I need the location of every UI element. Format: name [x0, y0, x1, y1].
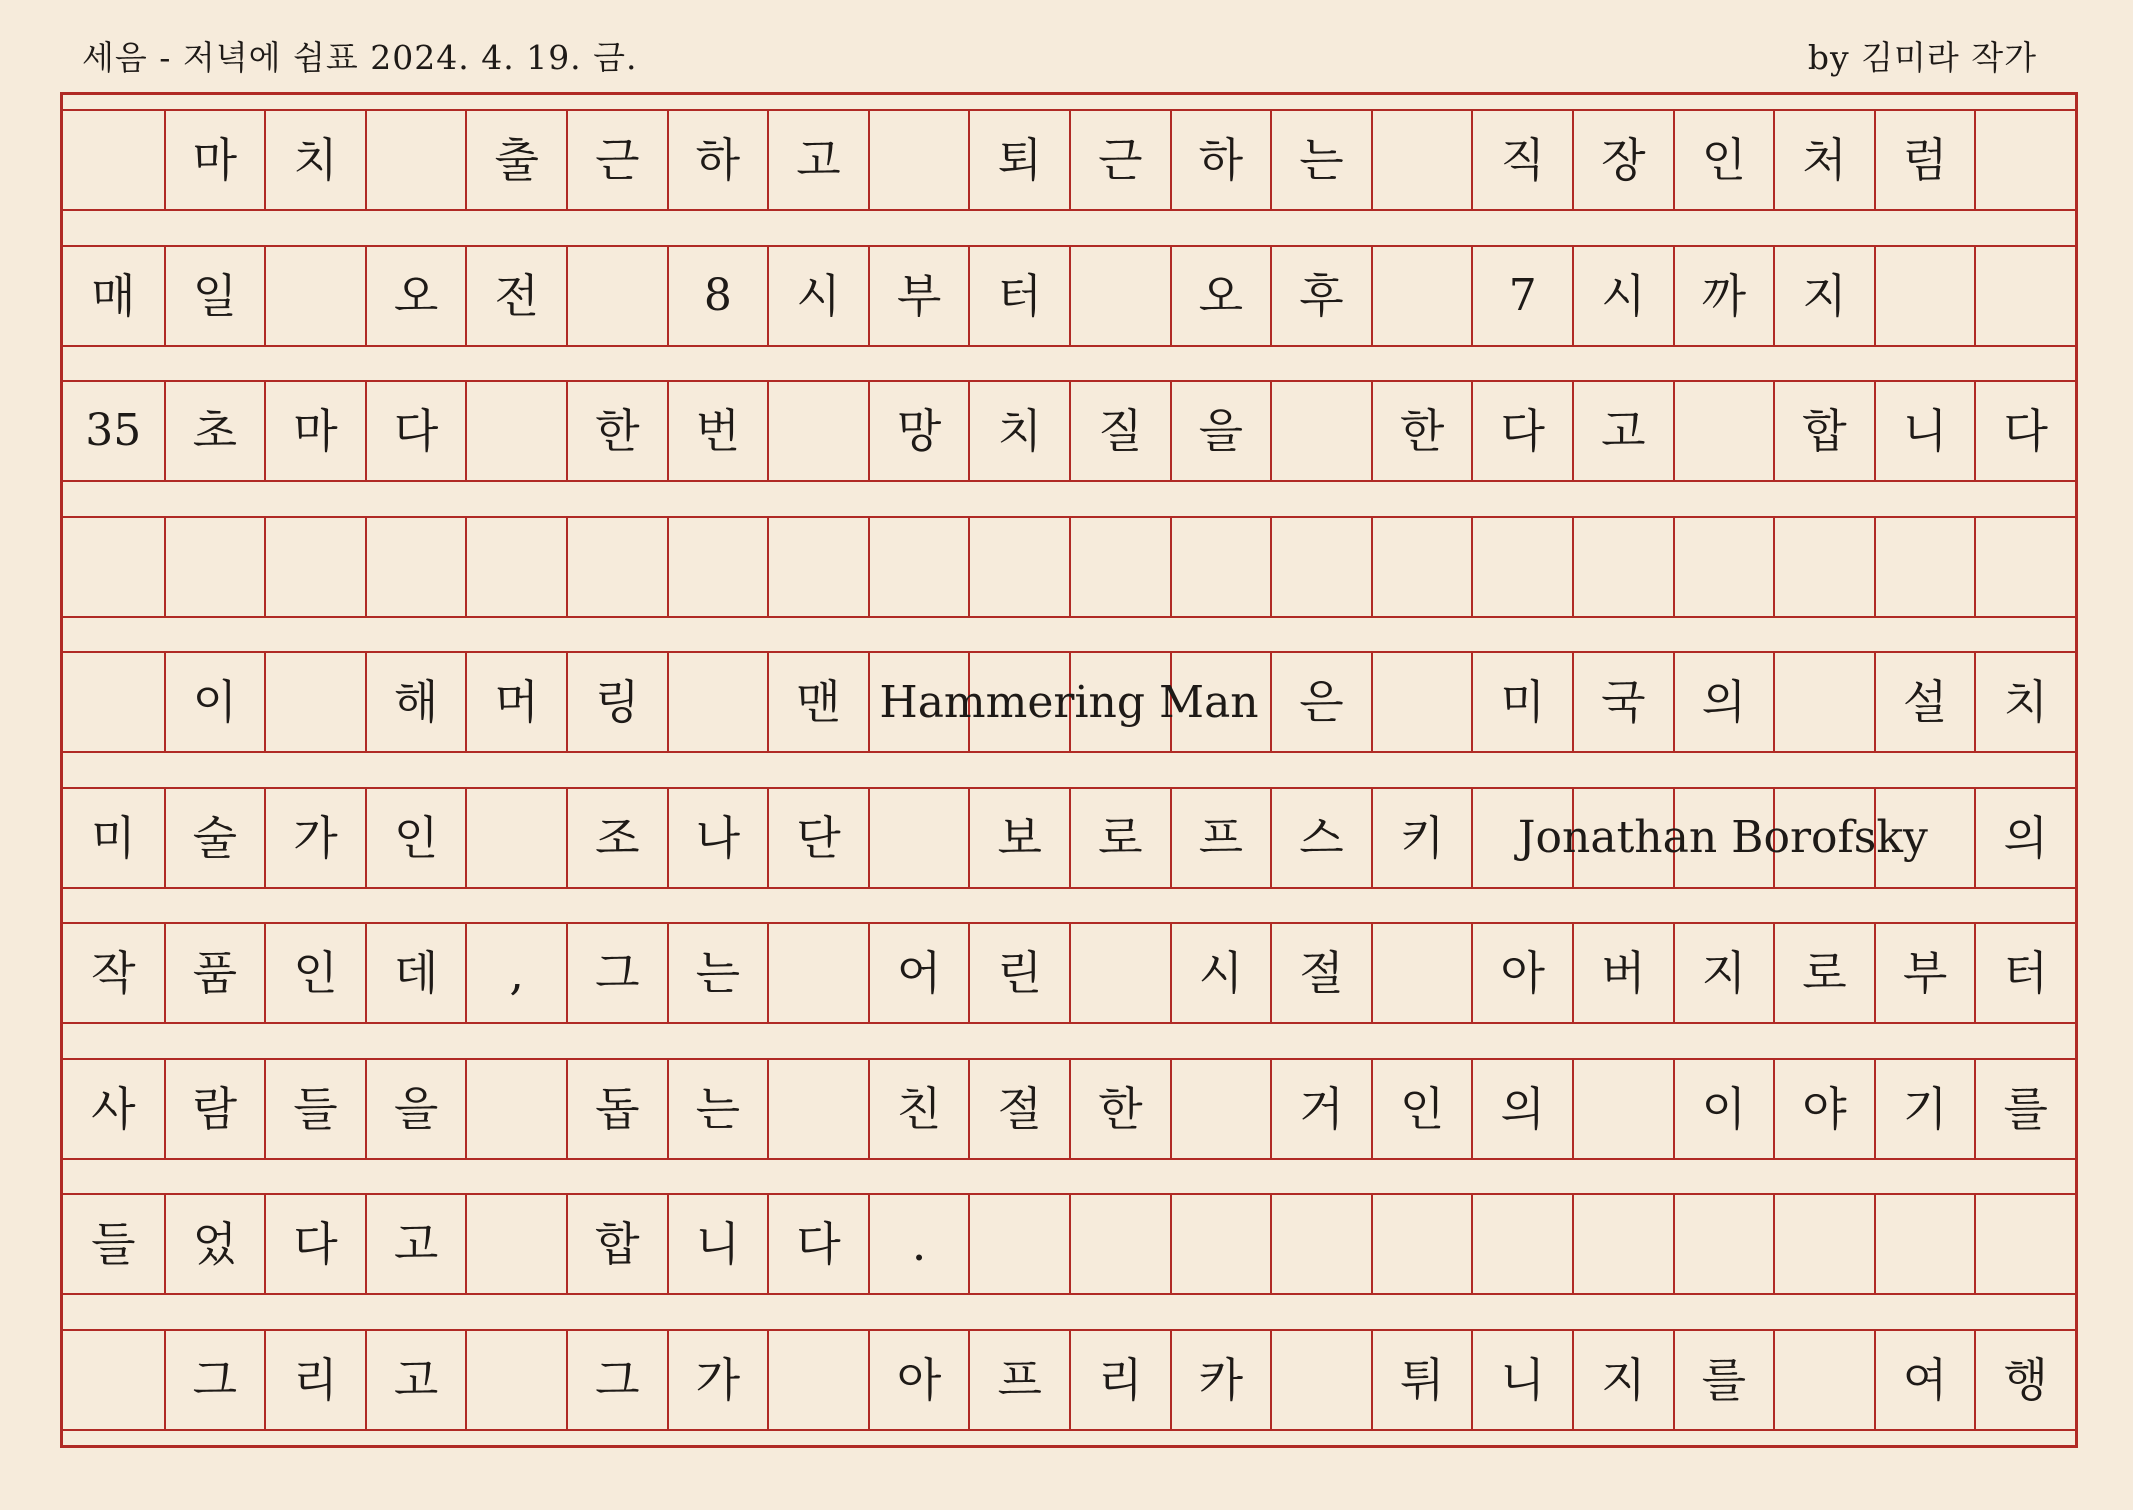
grid-cell — [1069, 653, 1170, 751]
grid-cell: 고 — [767, 111, 868, 209]
grid-cell: 리 — [264, 1331, 365, 1429]
grid-cell: 럼 — [1874, 111, 1975, 209]
grid-row — [63, 651, 2075, 753]
grid-cell: 치 — [1974, 653, 2075, 751]
grid-cell: 로 — [1773, 924, 1874, 1022]
grid-cell: 어 — [868, 924, 969, 1022]
grid-cell: 시 — [1572, 247, 1673, 345]
grid-cell — [465, 1195, 566, 1293]
grid-cell: 치 — [968, 382, 1069, 480]
grid-cell: 그 — [566, 924, 667, 1022]
grid-cell: 8 — [667, 247, 768, 345]
grid-cell — [1471, 789, 1572, 887]
grid-cell: 마 — [264, 382, 365, 480]
grid-cell: 나 — [667, 789, 768, 887]
grid-cell: 었 — [164, 1195, 265, 1293]
grid-cell: 린 — [968, 924, 1069, 1022]
grid-cell: 시 — [767, 247, 868, 345]
grid-cell — [1371, 247, 1472, 345]
grid-cell: 매 — [91, 268, 136, 323]
grid-cell: 니 — [1874, 382, 1975, 480]
grid-cell: 초 — [164, 382, 265, 480]
grid-row — [63, 1058, 2075, 1160]
grid-row — [63, 109, 2075, 211]
grid-cell — [1371, 111, 1472, 209]
grid-cell — [1069, 924, 1170, 1022]
grid-cell: 친 — [868, 1060, 969, 1158]
grid-cell: 일 — [164, 247, 265, 345]
grid-cell — [1069, 518, 1170, 616]
grid-cell — [868, 653, 969, 751]
grid-cell: 인 — [365, 789, 466, 887]
grid-cell: 지 — [1773, 247, 1874, 345]
grid-cell — [465, 518, 566, 616]
grid-cell: 고 — [365, 1331, 466, 1429]
grid-cell — [1673, 1195, 1774, 1293]
grid-cell: 오 — [365, 247, 466, 345]
grid-cell — [63, 518, 164, 616]
grid-cell — [1773, 789, 1874, 887]
header-date-title: 세음 - 저녁에 쉼표 2024. 4. 19. 금. — [82, 38, 638, 77]
grid-cell: 의 — [1673, 653, 1774, 751]
grid-cell: 의 — [1471, 1060, 1572, 1158]
grid-cell: 니 — [667, 1195, 768, 1293]
grid-cell: 미 — [91, 810, 136, 865]
grid-cell: 들 — [91, 1217, 136, 1271]
grid-cell: 아 — [1471, 924, 1572, 1022]
grid-cell: 치 — [264, 111, 365, 209]
grid-cell: 부 — [1874, 924, 1975, 1022]
grid-cell: 머 — [465, 653, 566, 751]
grid-cell: 전 — [465, 247, 566, 345]
grid-cell — [365, 518, 466, 616]
grid-cell: 는 — [1270, 111, 1371, 209]
grid-cell — [1270, 382, 1371, 480]
grid-cell: 니 — [1471, 1331, 1572, 1429]
grid-cell — [1371, 518, 1472, 616]
grid-cell — [264, 247, 365, 345]
grid-cell: 인 — [1673, 111, 1774, 209]
grid-cell: 근 — [566, 111, 667, 209]
grid-cell: 부 — [868, 247, 969, 345]
grid-cell: 터 — [968, 247, 1069, 345]
grid-cell: 버 — [1572, 924, 1673, 1022]
grid-cell: 미 — [1471, 653, 1572, 751]
grid-cell: 퇴 — [968, 111, 1069, 209]
grid-cell: 고 — [1572, 382, 1673, 480]
grid-cell — [868, 518, 969, 616]
grid-cell: 7 — [1471, 247, 1572, 345]
manuscript-grid — [60, 92, 2078, 1448]
grid-cell: 술 — [164, 789, 265, 887]
grid-cell — [968, 518, 1069, 616]
grid-cell: 를 — [1974, 1060, 2075, 1158]
grid-cell — [1170, 1195, 1271, 1293]
grid-cell: 출 — [465, 111, 566, 209]
grid-cell — [1270, 1195, 1371, 1293]
grid-cell — [264, 653, 365, 751]
grid-cell — [465, 789, 566, 887]
grid-cell: 절 — [1270, 924, 1371, 1022]
grid-cell — [1471, 518, 1572, 616]
grid-cell: 합 — [566, 1195, 667, 1293]
grid-cell — [1773, 1331, 1874, 1429]
grid-cell: 품 — [164, 924, 265, 1022]
grid-cell — [1673, 789, 1774, 887]
grid-cell: 을 — [1170, 382, 1271, 480]
grid-cell: 번 — [667, 382, 768, 480]
grid-cell: 를 — [1673, 1331, 1774, 1429]
grid-cell — [1974, 111, 2075, 209]
grid-cell — [1974, 518, 2075, 616]
grid-cell: 하 — [1170, 111, 1271, 209]
grid-cell — [1974, 1195, 2075, 1293]
grid-cell: 아 — [868, 1331, 969, 1429]
grid-cell: 기 — [1874, 1060, 1975, 1158]
grid-cell: 로 — [1069, 789, 1170, 887]
grid-cell — [63, 111, 164, 209]
grid-cell: 이 — [164, 653, 265, 751]
grid-cell: 하 — [667, 111, 768, 209]
grid-cell: 들 — [264, 1060, 365, 1158]
grid-cell: 그 — [164, 1331, 265, 1429]
grid-cell: 시 — [1170, 924, 1271, 1022]
grid-cell: 는 — [667, 924, 768, 1022]
grid-cell — [667, 653, 768, 751]
grid-cell — [465, 382, 566, 480]
grid-cell — [1069, 1195, 1170, 1293]
grid-cell — [968, 1195, 1069, 1293]
grid-cell: 질 — [1069, 382, 1170, 480]
header-author: by 김미라 작가 — [1807, 38, 2037, 77]
grid-cell — [767, 1331, 868, 1429]
grid-cell — [868, 789, 969, 887]
grid-cell: 다 — [264, 1195, 365, 1293]
grid-cell: 가 — [667, 1331, 768, 1429]
grid-row — [63, 245, 2075, 347]
grid-cell: 행 — [1974, 1331, 2075, 1429]
grid-cell — [1773, 518, 1874, 616]
grid-cell — [1673, 382, 1774, 480]
grid-cell — [566, 518, 667, 616]
grid-cell — [1572, 789, 1673, 887]
grid-cell — [264, 518, 365, 616]
grid-cell — [1170, 518, 1271, 616]
grid-cell — [1371, 1195, 1472, 1293]
grid-cell: 오 — [1170, 247, 1271, 345]
grid-cell: 장 — [1572, 111, 1673, 209]
grid-cell: 망 — [868, 382, 969, 480]
grid-cell: 한 — [1371, 382, 1472, 480]
grid-row — [63, 1193, 2075, 1295]
grid-cell: 단 — [767, 789, 868, 887]
grid-cell: 다 — [767, 1195, 868, 1293]
grid-cell — [1773, 653, 1874, 751]
grid-span-text: Hammering Man — [879, 676, 1259, 728]
grid-cell: 의 — [1974, 789, 2075, 887]
grid-cell: 람 — [164, 1060, 265, 1158]
grid-cell: 이 — [1673, 1060, 1774, 1158]
grid-cell — [1673, 518, 1774, 616]
grid-cell — [1270, 1331, 1371, 1429]
grid-cell: 마 — [164, 111, 265, 209]
grid-cell: 다 — [365, 382, 466, 480]
grid-cell: 합 — [1773, 382, 1874, 480]
grid-cell: 맨 — [767, 653, 868, 751]
grid-cell — [1572, 1060, 1673, 1158]
grid-cell: 거 — [1270, 1060, 1371, 1158]
grid-cell: . — [868, 1195, 969, 1293]
grid-cell: 프 — [1170, 789, 1271, 887]
grid-cell — [1572, 1195, 1673, 1293]
grid-cell: 터 — [1974, 924, 2075, 1022]
grid-cell: 가 — [264, 789, 365, 887]
grid-cell: 사 — [91, 1081, 136, 1136]
grid-cell: 설 — [1874, 653, 1975, 751]
grid-cell — [1371, 924, 1472, 1022]
grid-cell: 프 — [968, 1331, 1069, 1429]
grid-cell: 직 — [1471, 111, 1572, 209]
grid-cell: , — [465, 924, 566, 1022]
grid-cell — [465, 1331, 566, 1429]
grid-cell — [767, 382, 868, 480]
grid-cell: 야 — [1773, 1060, 1874, 1158]
grid-cell: 키 — [1371, 789, 1472, 887]
grid-cell: 해 — [365, 653, 466, 751]
grid-cell: 여 — [1874, 1331, 1975, 1429]
grid-cell: 은 — [1270, 653, 1371, 751]
grid-cell: 35 — [85, 405, 142, 456]
grid-row — [63, 922, 2075, 1024]
grid-cell: 리 — [1069, 1331, 1170, 1429]
grid-cell — [1170, 653, 1271, 751]
grid-cell — [1270, 518, 1371, 616]
grid-cell — [465, 1060, 566, 1158]
grid-cell — [1371, 653, 1472, 751]
grid-cell — [365, 111, 466, 209]
grid-cell — [667, 518, 768, 616]
grid-cell: 근 — [1069, 111, 1170, 209]
grid-cell: 한 — [1069, 1060, 1170, 1158]
grid-cell: 지 — [1673, 924, 1774, 1022]
grid-cell: 절 — [968, 1060, 1069, 1158]
grid-cell: 데 — [365, 924, 466, 1022]
grid-span-text: Jonathan Borofsky — [1517, 812, 1928, 863]
grid-cell — [1773, 1195, 1874, 1293]
grid-cell: 한 — [566, 382, 667, 480]
grid-cell — [566, 247, 667, 345]
grid-cell — [868, 111, 969, 209]
grid-cell: 다 — [1471, 382, 1572, 480]
grid-cell: 고 — [365, 1195, 466, 1293]
grid-cell — [1974, 247, 2075, 345]
grid-cell — [767, 924, 868, 1022]
grid-cell — [767, 1060, 868, 1158]
grid-cell — [1874, 789, 1975, 887]
grid-cell: 스 — [1270, 789, 1371, 887]
grid-row — [63, 380, 2075, 482]
grid-row — [63, 1329, 2075, 1431]
grid-row — [63, 516, 2075, 618]
grid-cell: 돕 — [566, 1060, 667, 1158]
grid-cell — [63, 653, 164, 751]
grid-cell: 지 — [1572, 1331, 1673, 1429]
grid-cell: 그 — [566, 1331, 667, 1429]
grid-cell — [1170, 1060, 1271, 1158]
grid-cell — [164, 518, 265, 616]
grid-cell: 조 — [566, 789, 667, 887]
grid-cell: 는 — [667, 1060, 768, 1158]
grid-cell: 처 — [1773, 111, 1874, 209]
grid-cell — [767, 518, 868, 616]
grid-cell: 카 — [1170, 1331, 1271, 1429]
grid-cell — [1874, 247, 1975, 345]
grid-cell — [1572, 518, 1673, 616]
grid-cell: 국 — [1572, 653, 1673, 751]
grid-cell: 보 — [968, 789, 1069, 887]
grid-cell: 다 — [1974, 382, 2075, 480]
grid-cell: 후 — [1270, 247, 1371, 345]
grid-cell: 인 — [1371, 1060, 1472, 1158]
grid-cell: 인 — [264, 924, 365, 1022]
grid-cell — [968, 653, 1069, 751]
grid-cell — [1874, 518, 1975, 616]
grid-row — [63, 787, 2075, 889]
grid-cell: 링 — [566, 653, 667, 751]
grid-cell — [1069, 247, 1170, 345]
grid-cell — [63, 1331, 164, 1429]
grid-cell: 을 — [365, 1060, 466, 1158]
grid-cell: 까 — [1673, 247, 1774, 345]
grid-cell: 튀 — [1371, 1331, 1472, 1429]
grid-cell — [1471, 1195, 1572, 1293]
grid-cell — [1874, 1195, 1975, 1293]
grid-cell: 작 — [91, 946, 136, 1000]
